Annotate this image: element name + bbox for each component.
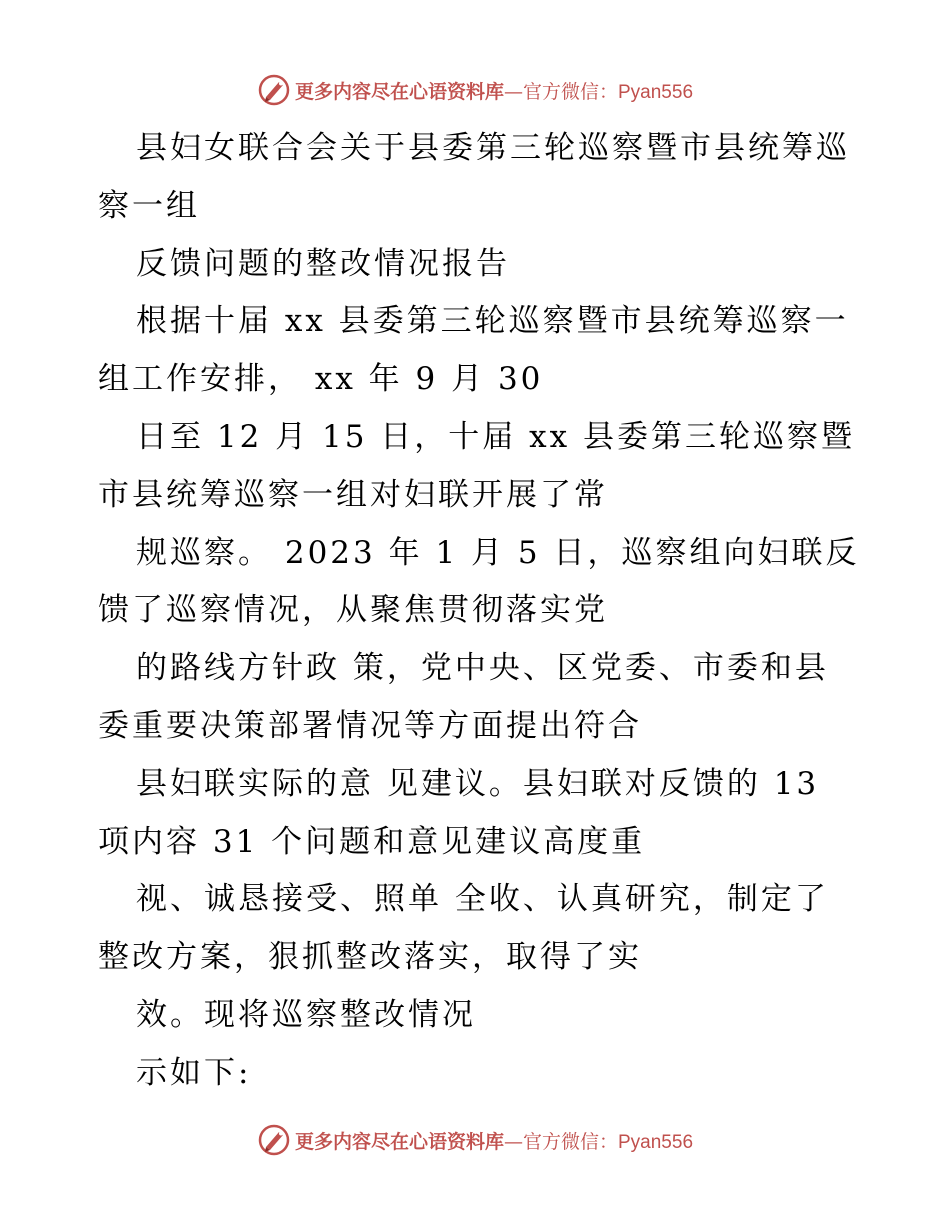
banner-official-label: 官方微信： bbox=[522, 80, 618, 103]
text-line: 日至 12 月 15 日，十届 xx 县委第三轮巡察暨 bbox=[136, 418, 855, 455]
banner-text bbox=[295, 1127, 693, 1154]
banner-official-label: 官方微信： bbox=[522, 1130, 618, 1153]
text-line: 视、诚恳接受、照单 全收、认真研究，制定了 bbox=[136, 881, 829, 918]
banner-dash: — bbox=[503, 1130, 523, 1153]
document-body bbox=[98, 120, 858, 1103]
banner-wechat-id: Pyan556 bbox=[618, 81, 694, 103]
text-line: 整改方案，狠抓整改落实，取得了实 bbox=[98, 939, 642, 976]
banner-main-text: 更多内容尽在心语资料库 bbox=[294, 1130, 504, 1153]
text-line: 项内容 31 个问题和意见建议高度重 bbox=[98, 823, 646, 860]
text-line: 市县统筹巡察一组对妇联开展了常 bbox=[98, 476, 608, 513]
text-line: 根据十届 xx 县委第三轮巡察暨市县统筹巡察一 bbox=[136, 303, 849, 340]
text-line: 规巡察。 2023 年 1 月 5 日，巡察组向妇联反 bbox=[136, 534, 860, 571]
footer-banner bbox=[0, 1122, 950, 1158]
text-line: 馈了巡察情况，从聚焦贯彻落实党 bbox=[98, 592, 608, 629]
text-line: 的路线方针政 策，党中央、区党委、市委和县 bbox=[136, 650, 829, 687]
banner-main-text: 更多内容尽在心语资料库 bbox=[294, 80, 504, 103]
text-line: 察一组 bbox=[98, 187, 200, 224]
text-line: 县妇联实际的意 见建议。县妇联对反馈的 13 bbox=[136, 765, 820, 802]
banner-wechat-id: Pyan556 bbox=[618, 1131, 694, 1153]
pen-logo-icon bbox=[257, 1123, 291, 1157]
banner-dash: — bbox=[503, 80, 523, 103]
text-line: 县妇女联合会关于县委第三轮巡察暨市县统筹巡 bbox=[136, 130, 850, 166]
text-line: 委重要决策部署情况等方面提出符合 bbox=[98, 707, 642, 744]
text-line: 效。现将巡察整改情况 bbox=[136, 996, 476, 1033]
text-line: 反馈问题的整改情况报告 bbox=[136, 245, 510, 282]
text-line: 组工作安排， xx 年 9 月 30 bbox=[98, 361, 544, 398]
header-banner bbox=[0, 72, 950, 108]
banner-text bbox=[295, 77, 693, 104]
pen-logo-icon bbox=[257, 73, 291, 107]
text-line: 示如下: bbox=[136, 1054, 252, 1091]
